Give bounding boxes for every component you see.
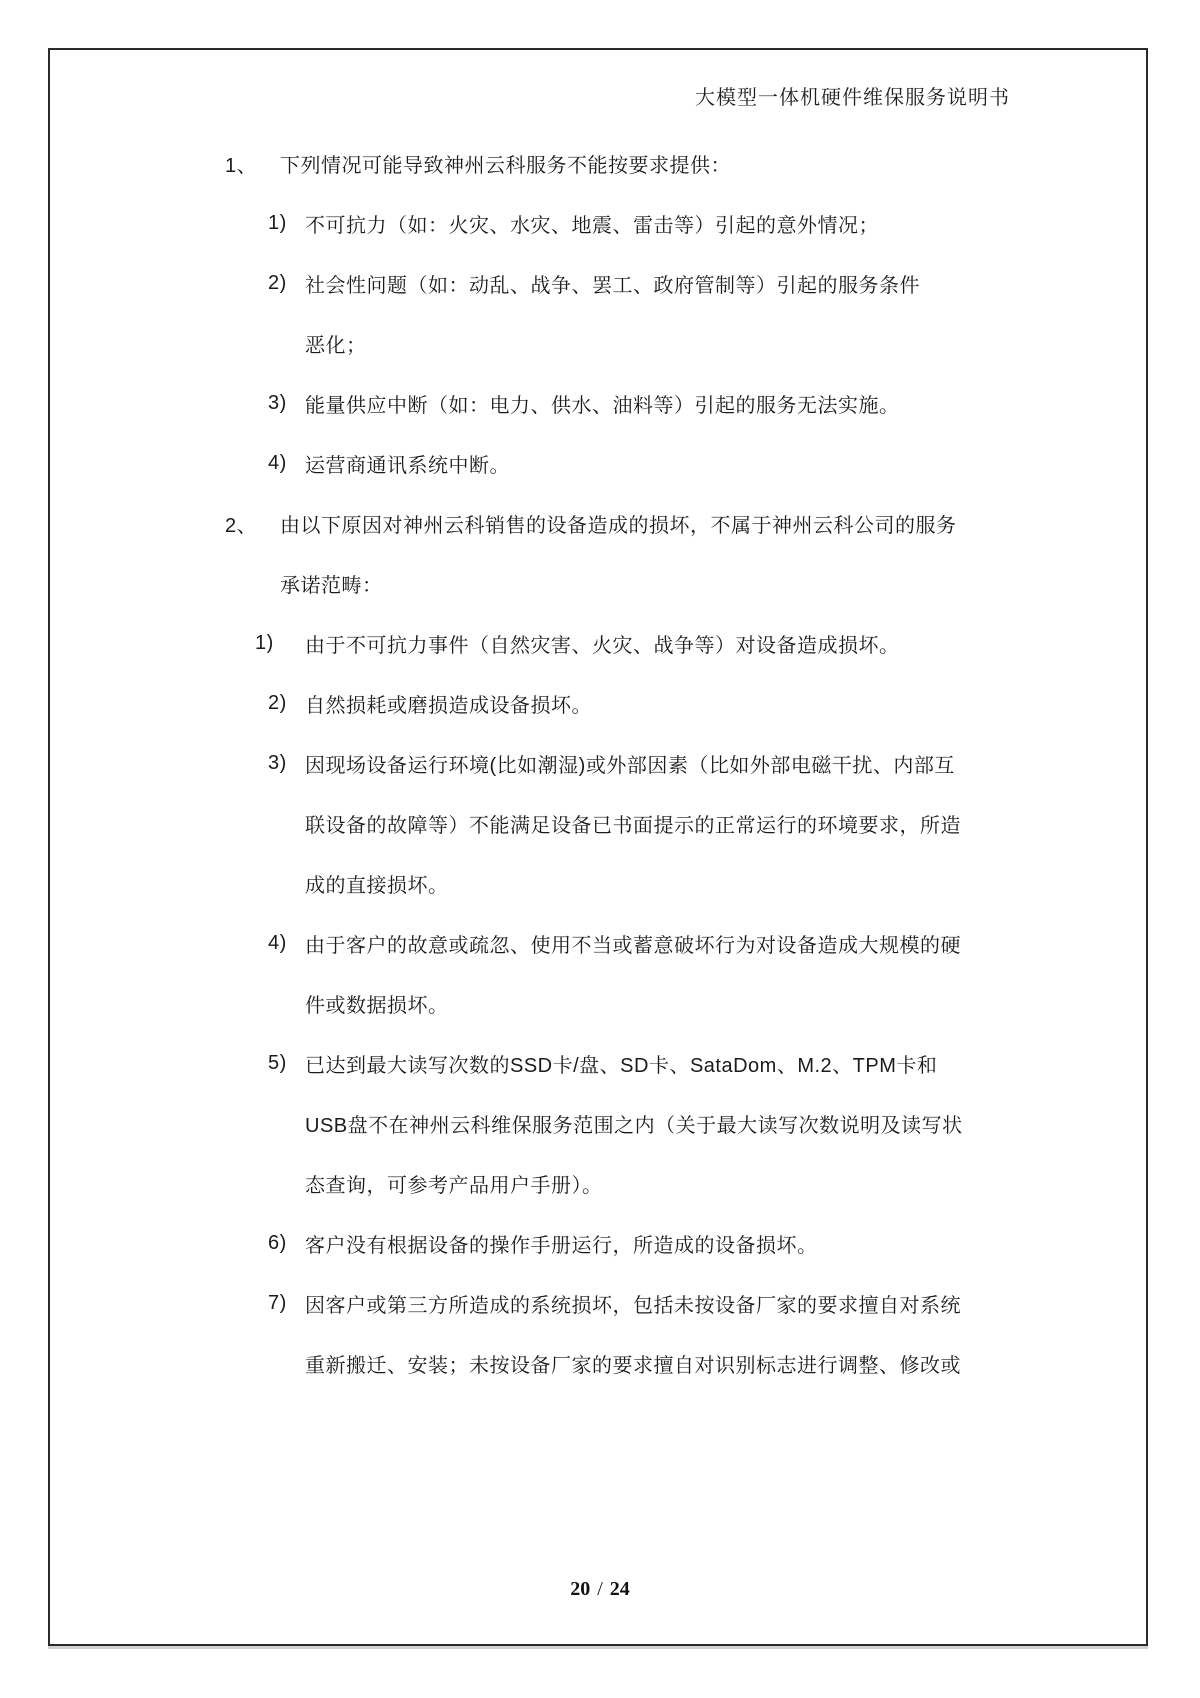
list-item-text: 自然损耗或磨损造成设备损坏。	[305, 694, 592, 717]
list-item-text: 恶化；	[305, 334, 367, 357]
list-item-text: 因现场设备运行环境(比如潮湿)或外部因素（比如外部电磁干扰、内部互	[305, 754, 955, 777]
list-item-text: 由以下原因对神州云科销售的设备造成的损坏，不属于神州云科公司的服务	[280, 514, 957, 537]
list-item	[0, 1153, 1150, 1213]
list-item-text: USB盘不在神州云科维保服务范围之内（关于最大读写次数说明及读写状	[305, 1114, 963, 1137]
list-marker: 1)	[268, 211, 287, 234]
list-item-text: 下列情况可能导致神州云科服务不能按要求提供：	[280, 154, 731, 177]
list-item	[0, 913, 1150, 973]
page-number-total: 24	[609, 1578, 630, 1600]
list-item	[0, 253, 1150, 313]
list-item-text: 不可抗力（如：火灾、水灾、地震、雷击等）引起的意外情况；	[305, 214, 879, 237]
list-marker: 3)	[268, 391, 287, 414]
list-item	[0, 793, 1150, 853]
list-item-text: 由于不可抗力事件（自然灾害、火灾、战争等）对设备造成损坏。	[305, 634, 900, 657]
list-item-text: 社会性问题（如：动乱、战争、罢工、政府管制等）引起的服务条件	[305, 274, 920, 297]
list-item	[0, 673, 1150, 733]
list-item	[0, 1213, 1150, 1273]
list-marker: 4)	[268, 931, 287, 954]
list-item-text: 能量供应中断（如：电力、供水、油料等）引起的服务无法实施。	[305, 394, 900, 417]
list-item-text: 运营商通讯系统中断。	[305, 454, 510, 477]
list-item	[0, 1093, 1150, 1153]
list-item-text: 因客户或第三方所造成的系统损坏，包括未按设备厂家的要求擅自对系统	[305, 1294, 961, 1317]
list-item	[0, 373, 1150, 433]
numbered-list	[0, 133, 1150, 1393]
list-item-text: 联设备的故障等）不能满足设备已书面提示的正常运行的环境要求，所造	[305, 814, 961, 837]
list-item-text: 承诺范畴：	[280, 574, 383, 597]
list-item-text: 态查询，可参考产品用户手册）。	[305, 1174, 603, 1197]
list-marker: 2)	[268, 271, 287, 294]
list-item	[0, 433, 1150, 493]
list-marker: 1)	[255, 631, 274, 654]
page-number-current: 20	[570, 1578, 591, 1600]
list-item-text: 客户没有根据设备的操作手册运行，所造成的设备损坏。	[305, 1234, 818, 1257]
list-item	[0, 1333, 1150, 1393]
list-item-text: 成的直接损坏。	[305, 874, 449, 897]
list-marker: 7)	[268, 1291, 287, 1314]
list-marker: 6)	[268, 1231, 287, 1254]
list-item	[0, 553, 1150, 613]
list-marker: 1、	[225, 154, 258, 177]
list-marker: 4)	[268, 451, 287, 474]
page-header-title: 大模型一体机硬件维保服务说明书	[695, 87, 1010, 109]
list-marker: 2)	[268, 691, 287, 714]
list-marker: 5)	[268, 1051, 287, 1074]
list-item	[0, 973, 1150, 1033]
list-marker: 3)	[268, 751, 287, 774]
list-item	[0, 133, 1150, 193]
list-item	[0, 193, 1150, 253]
list-marker: 2、	[225, 514, 258, 537]
list-item	[0, 733, 1150, 793]
list-item	[0, 853, 1150, 913]
list-item-text: 由于客户的故意或疏忽、使用不当或蓄意破坏行为对设备造成大规模的硬	[305, 934, 961, 957]
list-item	[0, 613, 1150, 673]
list-item-text: 件或数据损坏。	[305, 994, 449, 1017]
page-number-separator: /	[597, 1578, 603, 1600]
list-item	[0, 1033, 1150, 1093]
list-item	[0, 1273, 1150, 1333]
list-item	[0, 313, 1150, 373]
list-item-text: 已达到最大读写次数的SSD卡/盘、SD卡、SataDom、M.2、TPM卡和	[305, 1054, 938, 1077]
page-footer	[0, 1578, 1200, 1601]
list-item-text: 重新搬迁、安装；未按设备厂家的要求擅自对识别标志进行调整、修改或	[305, 1354, 961, 1377]
list-item	[0, 493, 1150, 553]
